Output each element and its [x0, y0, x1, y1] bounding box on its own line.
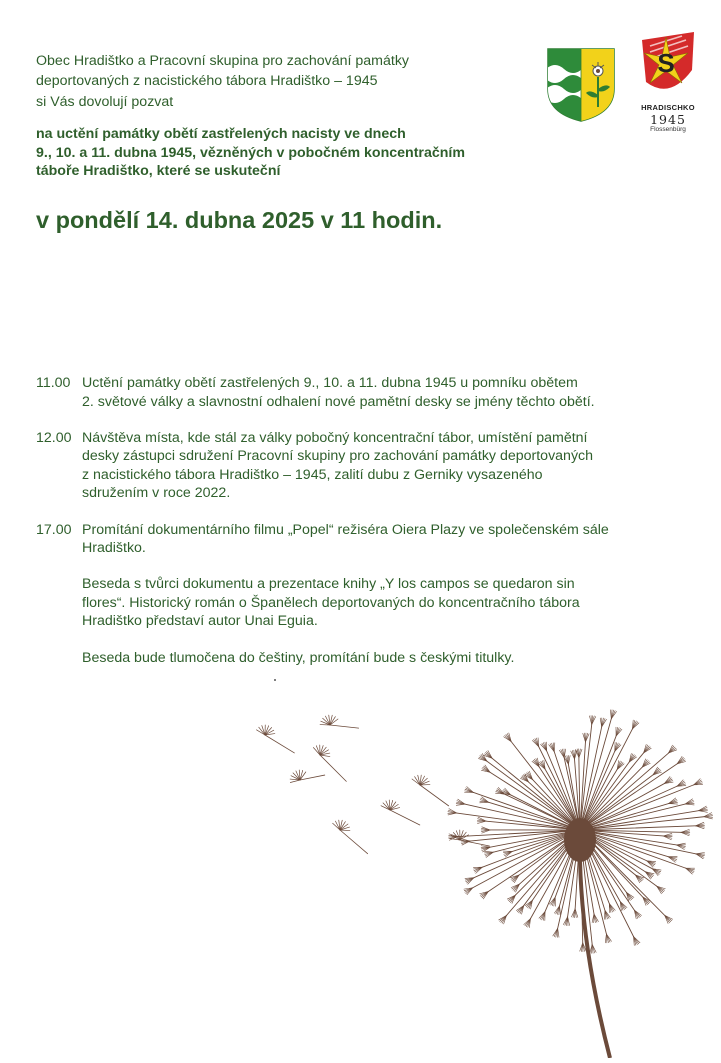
- program-item: [36, 521, 686, 668]
- intro-line: si Vás dovolují pozvat: [36, 92, 506, 112]
- program-paragraph: [82, 374, 686, 411]
- event-date-heading: v pondělí 14. dubna 2025 v 11 hodin.: [36, 207, 442, 234]
- program-text-line: desky zástupci sdružení Pracovní skupiny pro zachování památky deportovaných: [82, 447, 686, 466]
- dandelion-illustration-icon: [240, 690, 721, 1058]
- event-program: [36, 374, 686, 685]
- program-text-line: Uctění památky obětí zastřelených 9., 10. a 11. dubna 1945 u pomníku obětem: [82, 374, 686, 393]
- program-time: 11.00: [36, 374, 70, 393]
- program-text-line: flores“. Historický román o Španělech deportovaných do koncentračního tábora: [82, 594, 686, 613]
- purpose-line: na uctění památky obětí zastřelených nacisty ve dnech: [36, 125, 516, 144]
- program-text-line: Promítání dokumentárního filmu „Popel“ režiséra Oiera Plazy ve společenském sále: [82, 521, 686, 540]
- program-text-line: Hradištko.: [82, 539, 686, 558]
- coat-of-arms-icon: [546, 47, 616, 123]
- hradischko-1945-logo-icon: [636, 30, 700, 130]
- program-paragraph: [82, 521, 686, 558]
- memorial-logo-place: Flossenbürg: [636, 126, 700, 133]
- program-text-line: 2. světové války a slavnostní odhalení nové pamětní desky se jmény těchto obětí.: [82, 393, 686, 412]
- memorial-logo-year: 1945: [636, 112, 700, 127]
- purpose-line: táboře Hradištko, které se uskuteční: [36, 162, 516, 181]
- program-text-line: Beseda bude tlumočena do češtiny, promítání bude s českými titulky.: [82, 649, 686, 668]
- purpose-line: 9., 10. a 11. dubna 1945, vězněných v pobočném koncentračním: [36, 144, 516, 163]
- program-text-line: z nacistického tábora Hradištko – 1945, zalití dubu z Gerniky vysazeného: [82, 466, 686, 485]
- decorative-dot: [274, 679, 276, 681]
- program-text-line: Hradištko představí autor Unai Eguia.: [82, 612, 686, 631]
- program-time: 12.00: [36, 429, 72, 448]
- program-text-line: Beseda s tvůrci dokumentu a prezentace knihy „Y los campos se quedaron sin: [82, 575, 686, 594]
- program-item: [36, 429, 686, 503]
- organizers-intro: [36, 51, 506, 112]
- program-paragraph: [82, 649, 686, 668]
- intro-line: deportovaných z nacistického tábora Hradištko – 1945: [36, 71, 506, 91]
- program-paragraph: [82, 575, 686, 631]
- program-paragraph: [82, 429, 686, 503]
- program-item: [36, 374, 686, 411]
- svg-text:S: S: [657, 48, 674, 78]
- invitation-purpose: [36, 125, 516, 181]
- program-text-line: sdružením v roce 2022.: [82, 484, 686, 503]
- intro-line: Obec Hradištko a Pracovní skupina pro zachování památky: [36, 51, 506, 71]
- program-time: 17.00: [36, 521, 72, 540]
- memorial-logo-name: HRADISCHKO: [636, 103, 700, 112]
- program-text-line: Návštěva místa, kde stál za války pobočný koncentrační tábor, umístění pamětní: [82, 429, 686, 448]
